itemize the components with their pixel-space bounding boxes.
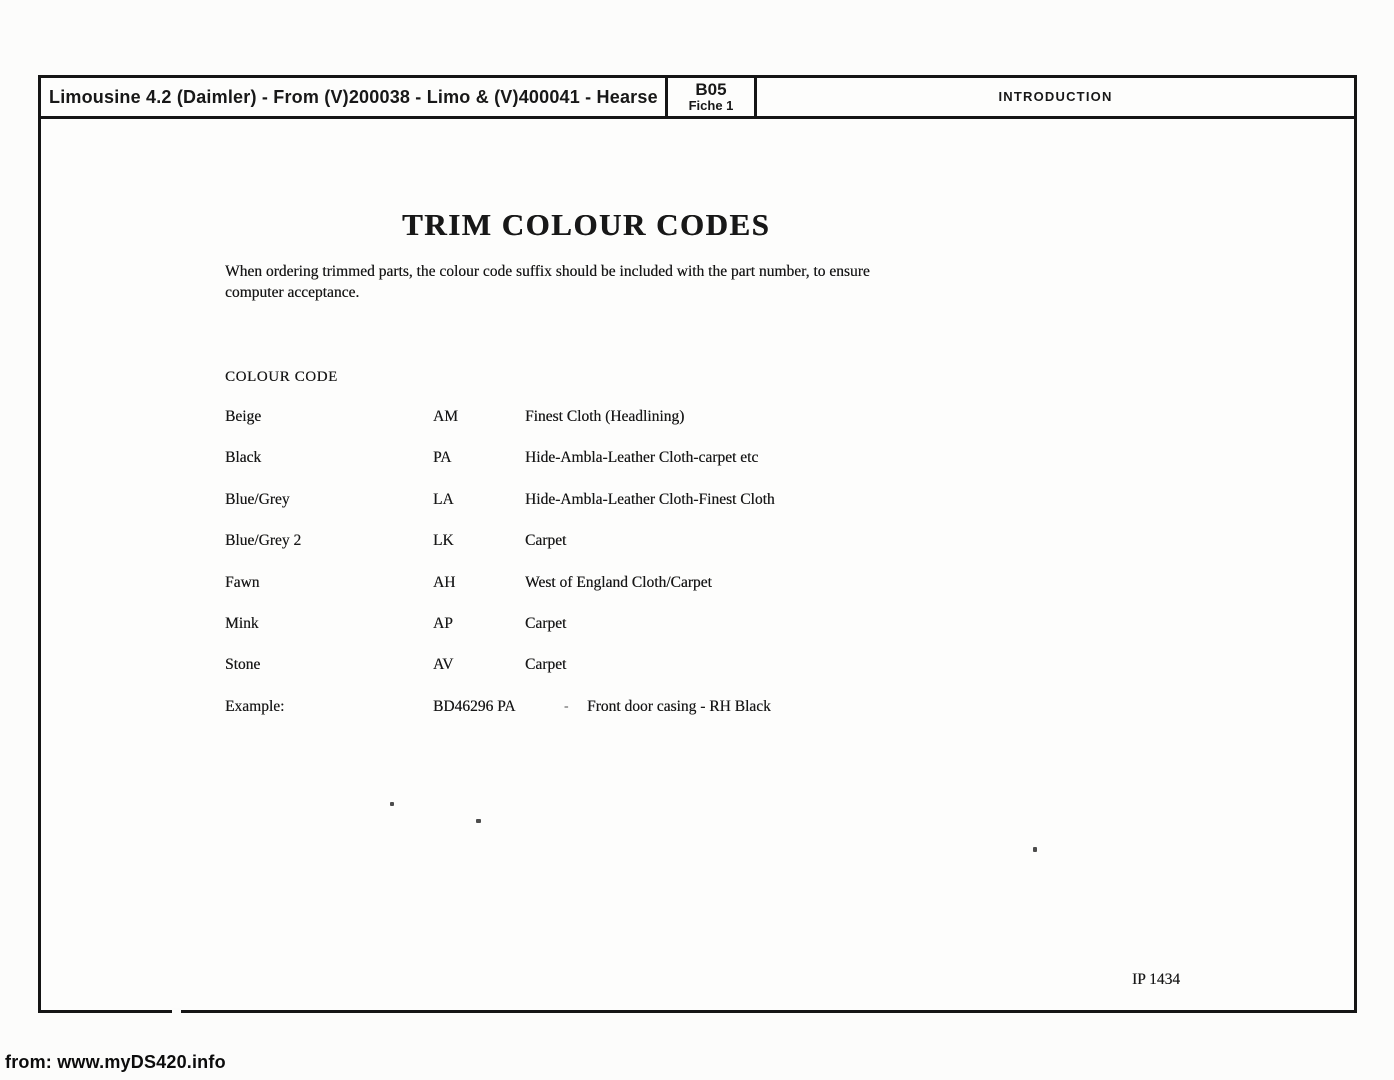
example-label: Example: xyxy=(225,697,285,715)
colour-name: Blue/Grey 2 xyxy=(225,532,302,550)
colour-code-table xyxy=(225,408,925,739)
section-title: INTRODUCTION xyxy=(998,89,1113,104)
colour-name: Fawn xyxy=(225,573,260,591)
table-row xyxy=(225,449,925,490)
colour-code: PA xyxy=(433,449,452,467)
colour-name: Beige xyxy=(225,408,262,425)
colour-name: Mink xyxy=(225,614,259,632)
colour-description: Hide-Ambla-Leather Cloth-Finest Cloth xyxy=(525,490,775,508)
colour-description: West of England Cloth/Carpet xyxy=(525,573,712,591)
example-description: Front door casing - RH Black xyxy=(587,697,771,715)
fiche-subtitle: Fiche 1 xyxy=(688,98,734,113)
page-title: TRIM COLOUR CODES xyxy=(402,207,771,242)
scan-speck xyxy=(390,802,394,806)
scan-speck xyxy=(1033,847,1037,852)
table-row xyxy=(225,574,925,615)
table-row xyxy=(225,656,925,697)
example-separator: - xyxy=(564,697,569,713)
page-header xyxy=(41,78,1354,119)
source-watermark: from: www.myDS420.info xyxy=(5,1052,226,1072)
document-frame xyxy=(38,75,1357,1013)
colour-code: AM xyxy=(433,408,458,425)
page-reference: IP 1434 xyxy=(1132,971,1181,988)
colour-name: Black xyxy=(225,449,262,467)
colour-description: Carpet xyxy=(525,532,567,550)
colour-description: Carpet xyxy=(525,614,567,632)
intro-paragraph xyxy=(225,262,945,303)
colour-description: Hide-Ambla-Leather Cloth-carpet etc xyxy=(525,449,759,467)
table-row xyxy=(225,615,925,656)
table-row xyxy=(225,408,925,449)
colour-code-heading: COLOUR CODE xyxy=(225,369,338,385)
colour-code: AV xyxy=(433,656,454,674)
example-part-number: BD46296 PA xyxy=(433,697,516,715)
colour-name: Blue/Grey xyxy=(225,490,290,508)
table-row xyxy=(225,532,925,573)
colour-name: Stone xyxy=(225,656,261,674)
colour-description: Carpet xyxy=(525,656,567,674)
model-title: Limousine 4.2 (Daimler) - From (V)200038 - Limo & (V)400041 - Hearse xyxy=(49,87,658,107)
colour-code: LA xyxy=(433,490,454,508)
fiche-code: B05 xyxy=(695,80,727,99)
colour-description: Finest Cloth (Headlining) xyxy=(525,408,685,425)
scan-border-gap xyxy=(172,1008,181,1016)
fiche-box xyxy=(665,78,757,116)
table-row xyxy=(225,491,925,532)
example-row xyxy=(225,698,925,739)
intro-line-2: computer acceptance. xyxy=(225,283,360,301)
colour-code: AP xyxy=(433,614,453,632)
colour-code: AH xyxy=(433,573,456,591)
scan-speck xyxy=(476,819,481,823)
colour-code: LK xyxy=(433,532,454,550)
intro-line-1: When ordering trimmed parts, the colour code suffix should be included with the part number, to ensure xyxy=(225,263,870,280)
